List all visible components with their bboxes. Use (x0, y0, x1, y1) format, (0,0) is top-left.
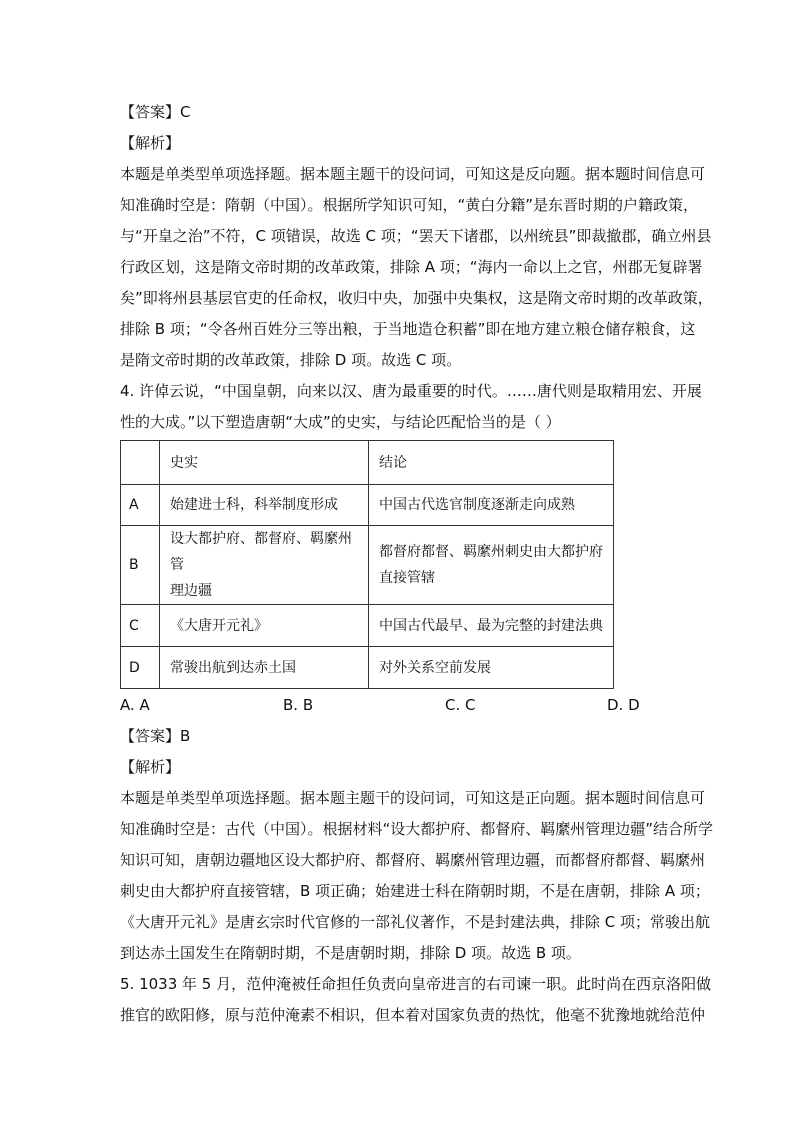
table-header-cell: 史实 (160, 441, 369, 485)
analysis-line: 知准确时空是：古代（中国）。根据材料“设大都护府、都督府、羁縻州管理边疆”结合所学 (120, 820, 714, 838)
question-4-stem: 性的大成。”以下塑造唐朝“大成”的史实，与结论匹配恰当的是（ ） (120, 413, 561, 431)
analysis-line: 《大唐开元礼》是唐玄宗时代官修的一部礼仪著作，不是封建法典，排除 C 项；常骏出航 (120, 913, 711, 931)
analysis-line: 行政区划，这是隋文帝时期的改革政策，排除 A 项；“海内一命以上之官，州郡无复辟署 (120, 258, 703, 276)
row-fact-line: 理边疆 (170, 583, 212, 599)
table-row (121, 485, 614, 526)
row-fact: 常骏出航到达赤土国 (160, 647, 369, 689)
question-5-stem: 5. 1033 年 5 月，范仲淹被任命担任负责向皇帝进言的右司谏一职。此时尚在西京洛阳做 (120, 975, 712, 993)
row-fact (160, 526, 369, 605)
row-fact: 《大唐开元礼》 (160, 605, 369, 647)
row-conclusion: 中国古代最早、最为完整的封建法典 (369, 605, 614, 647)
question-4-stem: 4. 许倬云说，“中国皇朝，向来以汉、唐为最重要的时代。……唐代则是取精用宏、开展 (120, 382, 702, 400)
row-fact-line: 设大都护府、都督府、羁縻州管 (170, 531, 352, 573)
analysis-line: 是隋文帝时期的改革政策，排除 D 项。故选 C 项。 (120, 351, 462, 369)
row-key: A (121, 485, 160, 526)
option-d[interactable]: D. D (607, 696, 640, 714)
table-header-cell: 结论 (369, 441, 614, 485)
answer-label: 【答案】C (120, 103, 191, 121)
table-header-cell (121, 441, 160, 485)
table-row (121, 647, 614, 689)
table-row (121, 605, 614, 647)
analysis-line: 知准确时空是：隋朝（中国）。根据所学知识可知，“黄白分籍”是东晋时期的户籍政策， (120, 196, 699, 214)
analysis-line: 矣”即将州县基层官吏的任命权，收归中央，加强中央集权，这是隋文帝时期的改革政策， (120, 289, 713, 307)
question-4-table (120, 440, 614, 689)
analysis-label: 【解析】 (120, 758, 181, 776)
analysis-line: 知识可知，唐朝边疆地区设大都护府、都督府、羁縻州管理边疆，而都督府都督、羁縻州 (120, 851, 706, 869)
option-a[interactable]: A. A (120, 696, 150, 714)
table-header-row (121, 441, 614, 485)
analysis-line: 与“开皇之治”不符，C 项错误，故选 C 项；“罢天下诸郡，以州统县”即裁撤郡，确立州县 (120, 227, 712, 245)
row-conclusion-line: 都督府都督、羁縻州刺史由大都护府 (379, 544, 603, 560)
row-conclusion: 对外关系空前发展 (369, 647, 614, 689)
analysis-line: 本题是单类型单项选择题。据本题主题干的设问词，可知这是反向题。据本题时间信息可 (120, 165, 706, 183)
row-conclusion-line: 直接管辖 (379, 570, 435, 586)
option-c[interactable]: C. C (445, 696, 476, 714)
analysis-line: 本题是单类型单项选择题。据本题主题干的设问词，可知这是正向题。据本题时间信息可 (120, 789, 706, 807)
option-b[interactable]: B. B (283, 696, 314, 714)
analysis-line: 排除 B 项；“令各州百姓分三等出粮，于当地造仓积蓄”即在地方建立粮仓储存粮食，这 (120, 320, 696, 338)
analysis-line: 到达赤土国发生在隋朝时期，不是唐朝时期，排除 D 项。故选 B 项。 (120, 944, 581, 962)
question-5-stem: 推官的欧阳修，原与范仲淹素不相识，但本着对国家负责的热忱，他毫不犹豫地就给范仲 (120, 1006, 706, 1024)
analysis-label: 【解析】 (120, 134, 181, 152)
row-key: D (121, 647, 160, 689)
row-conclusion: 中国古代选官制度逐渐走向成熟 (369, 485, 614, 526)
row-key: B (121, 526, 160, 605)
row-fact: 始建进士科，科举制度形成 (160, 485, 369, 526)
row-key: C (121, 605, 160, 647)
analysis-line: 刺史由大都护府直接管辖，B 项正确；始建进士科在隋朝时期，不是在唐朝，排除 A 项； (120, 882, 710, 900)
table-row (121, 526, 614, 605)
row-conclusion (369, 526, 614, 605)
answer-label: 【答案】B (120, 727, 191, 745)
